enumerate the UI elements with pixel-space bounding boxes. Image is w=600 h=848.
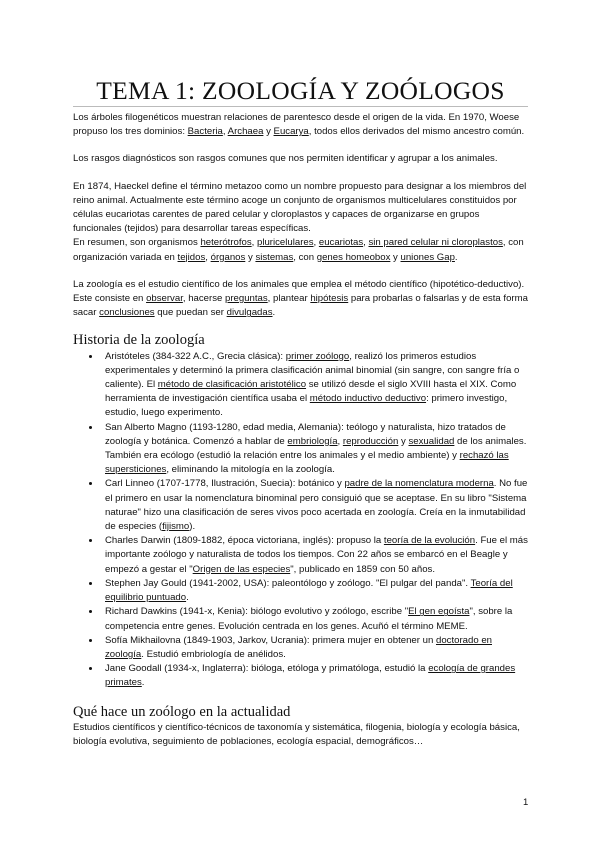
heading-historia: Historia de la zoología <box>73 332 205 349</box>
historia-item: • Stephen Jay Gould (1941-2002, USA): paleontólogo y zoólogo. "El pulgar del panda". Teoría del equilibrio puntuado. <box>101 577 528 605</box>
title-divider <box>73 106 528 107</box>
historia-item: • San Alberto Magno (1193-1280, edad media, Alemania): teólogo y naturalista, hizo tratados de zoología y botánica. Comenzó a hablar de embriología, reproducción y sexualidad de los animales. También era ecólogo (estudió la relación entre los animales y el medio ambiente) y rechazó las supersticiones, eliminando la mitología en la zoología. <box>101 421 528 478</box>
heading-actualidad: Qué hace un zoólogo en la actualidad <box>73 703 291 720</box>
paragraph-zoologia: La zoología es el estudio científico de los animales que emplea el método científico (hipotético-deductivo). Este consiste en observar, hacerse preguntas, plantear hipótesis para probarlas o falsarlas y de esta forma sacar conclusiones que puedan ser divulgadas. <box>73 278 528 319</box>
historia-item: • Richard Dawkins (1941-x, Kenia): biólogo evolutivo y zoólogo, escribe "El gen egoísta", sobre la competencia entre genes. Evolución centrada en los genes. Acuñó el término MEME. <box>101 605 528 633</box>
paragraph-resumen: En resumen, son organismos heterótrofos, pluricelulares, eucariotas, sin pared celular ni cloroplastos, con organización variada en tejidos, órganos y sistemas, con genes homeobox y uniones Gap. <box>73 237 524 263</box>
page-title: TEMA 1: ZOOLOGÍA Y ZOÓLOGOS <box>96 76 505 105</box>
paragraph-filogenia: Los árboles filogenéticos muestran relaciones de parentesco desde el origen de la vida. En 1970, Woese propuso los tres dominios: Bacteria, Archaea y Eucarya, todos ellos derivados del mismo ancestro común. <box>73 112 525 138</box>
page-number: 1 <box>523 797 529 808</box>
paragraph-rasgos: Los rasgos diagnósticos son rasgos comunes que nos permiten identificar y agrupar a los animales. <box>73 153 498 165</box>
historia-item: • Aristóteles (384-322 A.C., Grecia clásica): primer zoólogo, realizó los primeros estudios experimentales y determinó la primera clasificación animal binomial (sin sangre, con sangre fría o caliente). El método de clasificación aristotélico se utilizó desde el siglo XVIII hasta el XIX. Como herramienta de investigación científica usaba el método inductivo deductivo: primero investigo, estudio, luego experimento. <box>101 350 528 421</box>
paragraph-actualidad: Estudios científicos y científico-técnicos de taxonomía y sistemática, filogenia, biología y ecología básica, biología evolutiva, seguimiento de poblaciones, ecología espacial, demográficos… <box>73 721 520 747</box>
historia-item: • Jane Goodall (1934-x, Inglaterra): bióloga, etóloga y primatóloga, estudió la ecología de grandes primates. <box>101 662 528 690</box>
historia-item: • Sofía Mikhailovna (1849-1903, Jarkov, Ucrania): primera mujer en obtener un doctorado en zoología. Estudió embriología de anélidos. <box>101 634 528 662</box>
historia-list <box>73 350 528 691</box>
document-body <box>73 111 528 762</box>
historia-item: • Charles Darwin (1809-1882, época victoriana, inglés): propuso la teoría de la evolución. Fue el más importante zoólogo y naturalista de todos los tiempos. Con 22 años se embarcó en el Beagle y empezó a gestar el "Origen de las especies", publicado en 1859 con 50 años. <box>101 534 528 577</box>
historia-item: • Carl Linneo (1707-1778, Ilustración, Suecia): botánico y padre de la nomenclatura moderna. No fue el primero en usar la nomenclatura binominal pero consiguió que se aceptase. En su libro "Sistema naturae" hizo una clasificación de seres vivos poco acertada en zoología. Creía en la inmutabilidad de especies (fijismo). <box>101 477 528 534</box>
paragraph-metazoo: En 1874, Haeckel define el término metazoo como un nombre propuesto para designar a los miembros del reino animal. Actualmente este término acoge un conjunto de organismos multicelulares constituidos por células eucariotas carentes de pared celular y cloroplastos y capaces de organizarse en grupos funcionales (tejidos) para desarrollar tareas específicas. <box>73 180 527 235</box>
